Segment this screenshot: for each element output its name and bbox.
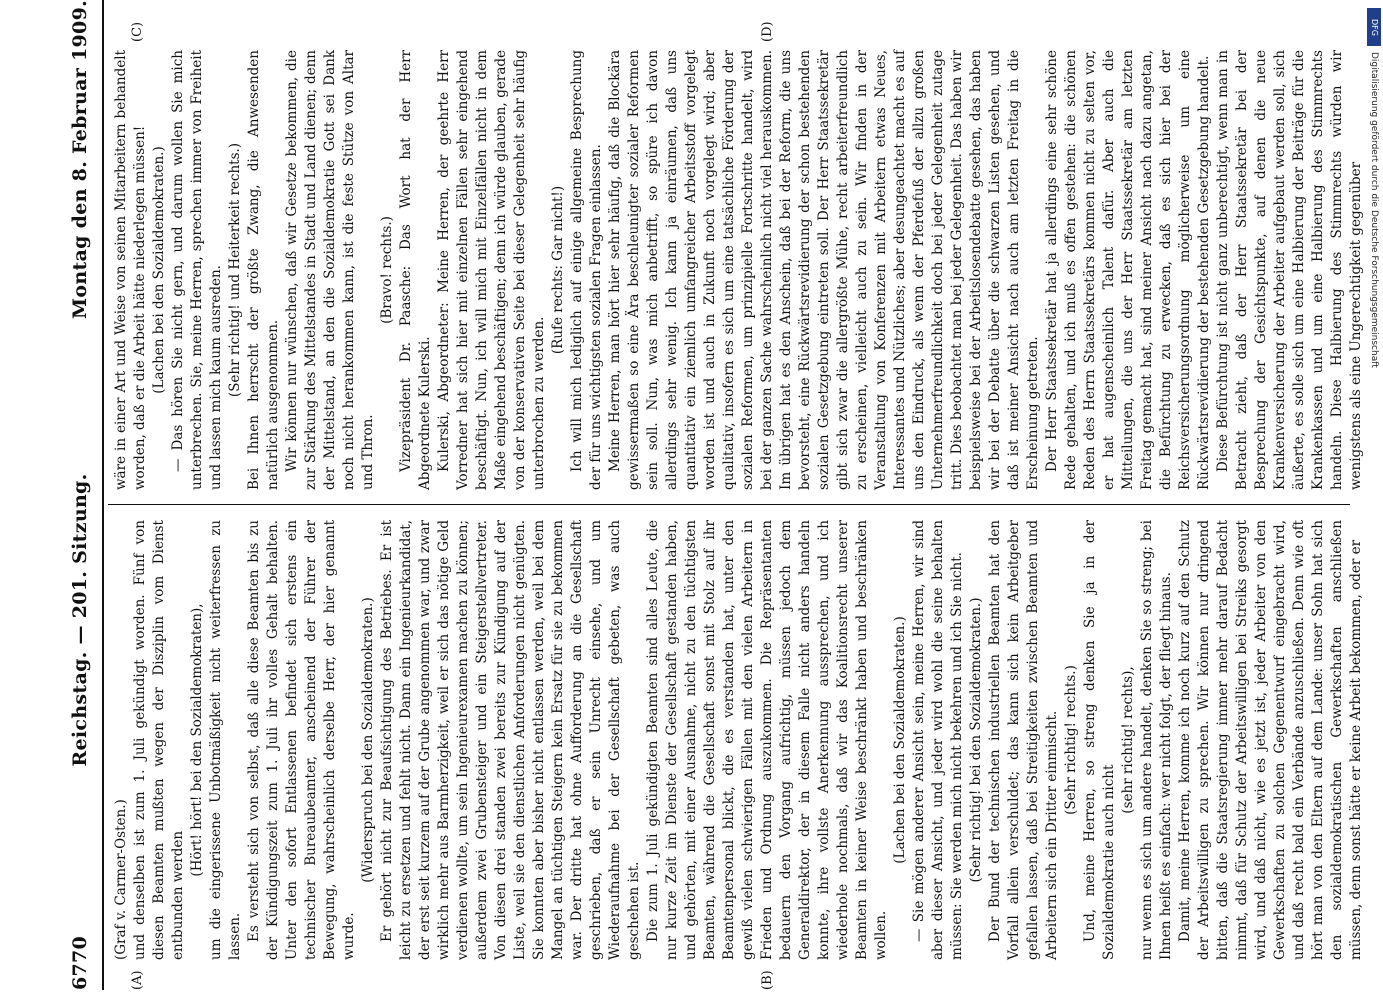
rotated-page (60, 0, 1364, 990)
paragraph: — Sie mögen anderer Ansicht sein, meine Herren, wir sind aber dieser Ansicht, und jeder wird wohl die seine behalten müssen: Sie werden mich nicht bekehren und ich Sie nicht. (911, 520, 965, 960)
presidium-note: Vizepräsident Dr. Paasche: Das Wort hat der Herr Abgeordnete Kulerski. (398, 50, 433, 490)
header-rule (102, 0, 104, 990)
paragraph: Der Herr Staatssekretär hat ja allerdings eine sehr schöne Rede gehalten, und ich muß es offen gestehen: die schönen Reden des Herrn Staatssekretärs kommen nicht zu selten vor, er hat augenscheinlich Talent dafür. Aber auch die Mitteilungen, die uns der Herr Staatssekretär am letzten Freitag gemacht hat, sind meiner Ansicht nach dazu angetan, die Befürchtung zu erwecken, daß es sich hier bei der Reichsversicherungsordnung möglicherweise um eine Rückwärtsrevidierung der bestehenden Gesetzgebung handelt. (1044, 50, 1212, 490)
paragraph: Der Bund der technischen industriellen Beamten hat den Vorfall allein verschuldet; das kann sich kein Arbeitgeber gefallen lassen, daß bei Streitigkeiten zwischen Beamten und Arbeitern sich ein Dritter einmischt. (987, 520, 1060, 960)
page-header (60, 0, 100, 990)
interjection: (Bravo! rechts.) (379, 216, 395, 324)
dfg-logo: DFG (1367, 8, 1381, 46)
margin-marker-a: (A) (130, 970, 145, 990)
paragraph: Er gehört nicht zur Beaufsichtigung des Betriebes. Er ist leicht zu ersetzen und fehlt nicht. Dann ein Ingenieurkandidat, der erst seit kurzem auf der Grube angenommen war, und zwar wirklich mehr aus Barmherzigkeit, weil er sich das nötige Geld verdienen wollte, um sein Ingenieurexamen machen zu können; außerdem zwei Grubensteiger und ein Steigerstellvertreter. Von diesen drei standen zwei bereits zur Kündigung auf der Liste, weil sie den dienstlichen Anforderungen nicht genügten. Sie konnten aber bisher nicht entlassen werden, weil bei dem Mangel an tüchtigen Steigern kein Ersatz für sie zu bekommen war. Der dritte hat ohne Aufforderung an die Gesellschaft geschrieben, daß er sein Unrecht einsehe, und um Wiederaufnahme bei der Gesellschaft gebeten, was auch geschehen ist. (379, 520, 642, 960)
page-number: 6770 (69, 935, 91, 990)
paragraph: Kulerski, Abgeordneter: Meine Herren, der geehrte Herr Vorredner hat sich hier mit einzelnen Fällen sehr eingehend beschäftigt. Nun, ich will mich mit Einzelfällen nicht in dem Maße eingehend beschäftigen; denn ich würde glauben, gerade von der konservativen Seite bei dieser Gelegenheit sehr häufig unterbrochen zu werden. (436, 50, 547, 490)
paragraph: Meine Herren, man hört hier sehr häufig, daß die Blockära gewissermaßen so eine Ära beschleunigter sozialer Reformen sein soll. Nun, was mich anbetrifft, so spüre ich davon allerdings sehr wenig. Ich kann ja einräumen, daß uns quantitativ ein ziemlich umfangreicher Arbeitsstoff vorgelegt worden ist und auch in Zukunft noch vorgelegt wird; aber qualitativ, insofern es sich um eine tatsächliche Förderung der sozialen Reformen, um prinzipielle Fortschritte handelt, wird bei der ganzen Sache wahrscheinlich nicht viel herauskommen. Im übrigen hat es den Anschein, daß bei der Reform, die uns bevorsteht, eine Rückwärtsrevidierung der schon bestehenden sozialen Gesetzgebung eintreten soll. Der Herr Staatssekretär gibt sich zwar die allergrößte Mühe, recht arbeiterfreundlich zu erscheinen, vielleicht auch zu sein. Wir finden in der Veranstaltung von Konferenzen mit Arbeitern etwas Neues, Interessantes und Nützliches; aber desungeachtet macht es auf uns den Eindruck, als wenn der Pferdefuß der allzu großen Unternehmerfreundlichkeit doch bei jeder Gelegenheit zutage tritt. Dies beobachtet man bei jeder Gelegenheit. Das haben wir beispielsweise bei der Arbeitslosendebatte gesehen, das haben wir bei der Debatte über die schwarzen Listen gesehen, und daß ist meiner Ansicht nach auch am letzten Freitag in die Erscheinung getreten. (607, 50, 1041, 490)
margin-marker-d: (D) (760, 21, 775, 42)
paragraph: Diese Befürchtung ist nicht ganz unberechtigt, wenn man in Betracht zieht, daß der Herr Staatssekretär bei der Besprechung der Gesichtspunkte, auf denen die neue Krankenversicherung der Arbeiter aufgebaut werden soll, sich äußerte, es solle sich um eine Halbierung der Beiträge für die Krankenkassen und um eine Halbierung des Stimmrechts handeln. Diese Halbierung des Stimmrechts würden wir wenigstens als eine Ungerechtigkeit gegenüber (1215, 50, 1364, 490)
margin-marker-c: (C) (130, 21, 145, 42)
interjection: (Sehr richtig! rechts.) (1063, 665, 1079, 815)
digitization-credit: Digitalisierung gefördert durch die Deutsche Forschungsgemeinschaft (1369, 52, 1379, 368)
right-column (112, 50, 1364, 490)
session-title: Reichstag. — 201. Sitzung. (69, 473, 91, 767)
margin-marker-b: (B) (760, 970, 775, 990)
paragraph: Ich will mich lediglich auf einige allgemeine Besprechung der für uns wichtigsten sozialen Fragen einlassen. (569, 50, 604, 490)
paragraph: und denselben ist zum 1. Juli gekündigt worden. Fünf von diesen Beamten mußten wegen der Disziplin vom Dienst entbunden werden (132, 520, 186, 960)
session-date: Montag den 8. Februar 1909. (69, 0, 91, 319)
paragraph: Und, meine Herren, so streng denken Sie ja in der Sozialdemokratie auch nicht (1082, 520, 1117, 960)
paragraph: Es versteht sich von selbst, daß alle diese Beamten bis zu der Kündigungszeit zum 1. Juli ihr volles Gehalt behalten. Unter den sofort Entlassenen befindet sich erstens ein technischer Bureaubeamter, anscheinend der Führer der Bewegung, wahrscheinlich derselbe Herr, der hier genannt wurde. (246, 520, 357, 960)
left-column (112, 520, 1364, 960)
paragraph: wäre in einer Art und Weise von seinen Mitarbeitern behandelt worden, daß er die Arbeit hätte niederlegen müssen! (113, 50, 148, 490)
interjection: (sehr richtig! rechts), (1120, 666, 1136, 814)
interjection: (Lachen bei den Sozialdemokraten.) (151, 146, 167, 394)
interjection: (Widerspruch bei den Sozialdemokraten.) (360, 597, 376, 883)
paragraph: nur wenn es sich um andere handelt, denken Sie so streng; bei Ihnen heißt es einfach: wer nicht folgt, der fliegt hinaus. (1139, 520, 1174, 960)
interjection: (Sehr richtig! bei den Sozialdemokraten.) (968, 597, 984, 883)
paragraph: Damit, meine Herren, komme ich noch kurz auf den Schutz der Arbeitswilligen zu sprechen. Wir können nur dringend bitten, daß die Staatsregierung immer mehr darauf Bedacht nimmt, daß für Schutz der Arbeitswilligen bei Streiks gesorgt wird, und daß nicht, wie es jetzt ist, jeder Arbeiter von den Gewerkschaften zu solchen Gegenentwurf eingebracht wird, und daß recht bald ein Verbände anzuschließen. Denn wie oft hört man von den Eltern auf dem Lande: unser Sohn hat sich den sozialdemokratischen Gewerkschaften anschließen müssen, denn sonst hätte er keine Arbeit bekommen, oder er (1177, 520, 1364, 960)
column-separator (108, 504, 1350, 505)
interjection: (Sehr richtig! und Heiterkeit rechts.) (227, 142, 243, 398)
paragraph: Die zum 1. Juli gekündigten Beamten sind alles Leute, die nur kurze Zeit im Dienste der Gesellschaft gestanden haben, und gehörten, mit einer Ausnahme, nicht zu den tüchtigsten Beamten, während die Gesellschaft sonst mit Stolz auf ihr Beamtenpersonal blickt, die es verstanden hat, unter den gewiß vielen schwierigen Fällen mit den vielen Arbeitern in Frieden und Ordnung auszukommen. Die Repräsentanten bedauern den Vorgang aufrichtig, müssen jedoch dem Generaldirektor, der in diesem Falle nicht anders handeln konnte, ihre vollste Anerkennung aussprechen, und ich wiederhole nochmals, daß wir das Koalitionsrecht unserer Beamten in keiner Weise beschränkt haben und beschränken wollen. (645, 520, 889, 960)
paragraph: — Das hören Sie nicht gern, und darum wollen Sie mich unterbrechen. Sie, meine Herren, sprechen immer von Freiheit und lassen mich kaum ausreden. (170, 50, 224, 490)
interjection: (Rufe rechts: Gar nicht!) (550, 185, 566, 355)
paragraph: Bei Ihnen herrscht der größte Zwang, die Anwesenden natürlich ausgenommen. (246, 50, 281, 490)
interjection: (Hört! hört! bei den Sozialdemokraten), (189, 603, 205, 877)
paragraph: um die eingerissene Unbotmäßigkeit nicht weiterfressen zu lassen. (208, 520, 243, 960)
paragraph: Wir können nur wünschen, daß wir Gesetze bekommen, die zur Stärkung des Mittelstandes in Stadt und Land dienen; denn der Mittelstand, an den die Sozialdemokratie Gott sei Dank noch nicht herankommen kann, ist die feste Stütze von Altar und Thron. (284, 50, 376, 490)
speaker-ref: (Graf v. Carmer-Osten.) (113, 799, 129, 960)
interjection: (Lachen bei den Sozialdemokraten.) (892, 616, 908, 864)
